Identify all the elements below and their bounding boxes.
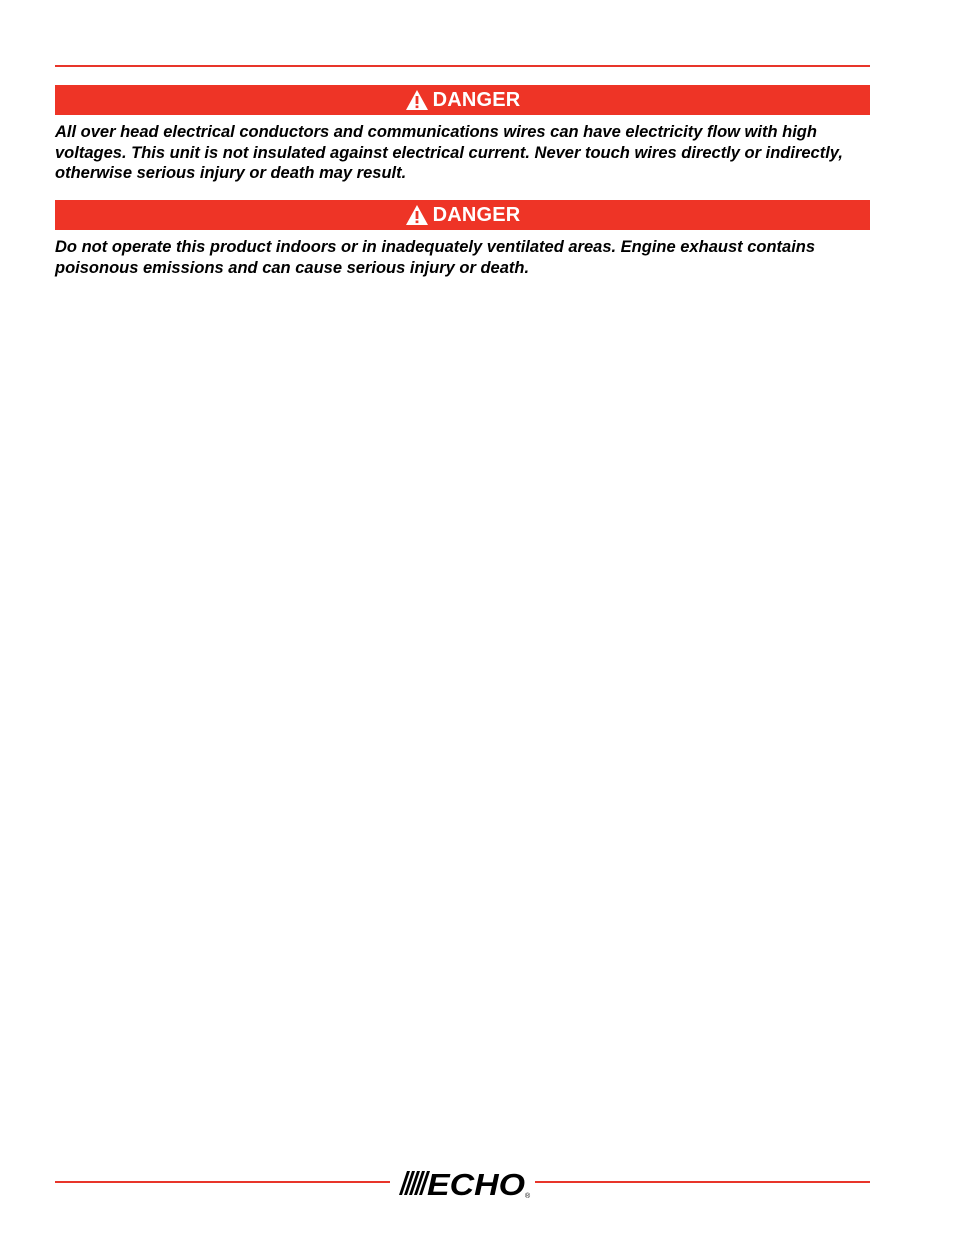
danger-label: DANGER bbox=[432, 203, 521, 226]
echo-logo bbox=[391, 1165, 535, 1201]
warning-triangle-icon bbox=[405, 204, 429, 226]
danger-message: All over head electrical conductors and communications wires can have electricity flow with high voltages. This unit is not insulated against electrical current. Never touch wires directly or indirectly, otherwise serious injury or death may result. bbox=[55, 123, 843, 182]
danger-message: Do not operate this product indoors or in inadequately ventilated areas. Engine exhaust contains poisonous emissions and can cause serious injury or death. bbox=[55, 238, 816, 277]
footer-rule-left bbox=[55, 1181, 390, 1183]
footer-rule-right bbox=[535, 1181, 870, 1183]
logo-wordmark: ECHO bbox=[427, 1167, 525, 1201]
top-rule bbox=[55, 65, 870, 67]
danger-header-bar bbox=[55, 200, 870, 230]
danger-label: DANGER bbox=[432, 88, 521, 111]
danger-header-bar bbox=[55, 85, 870, 115]
warning-triangle-icon bbox=[405, 89, 429, 111]
danger-notice-exhaust bbox=[55, 200, 870, 278]
page-footer bbox=[55, 1165, 870, 1201]
registered-mark: ® bbox=[525, 1193, 531, 1200]
danger-notice-electrical bbox=[55, 85, 870, 184]
